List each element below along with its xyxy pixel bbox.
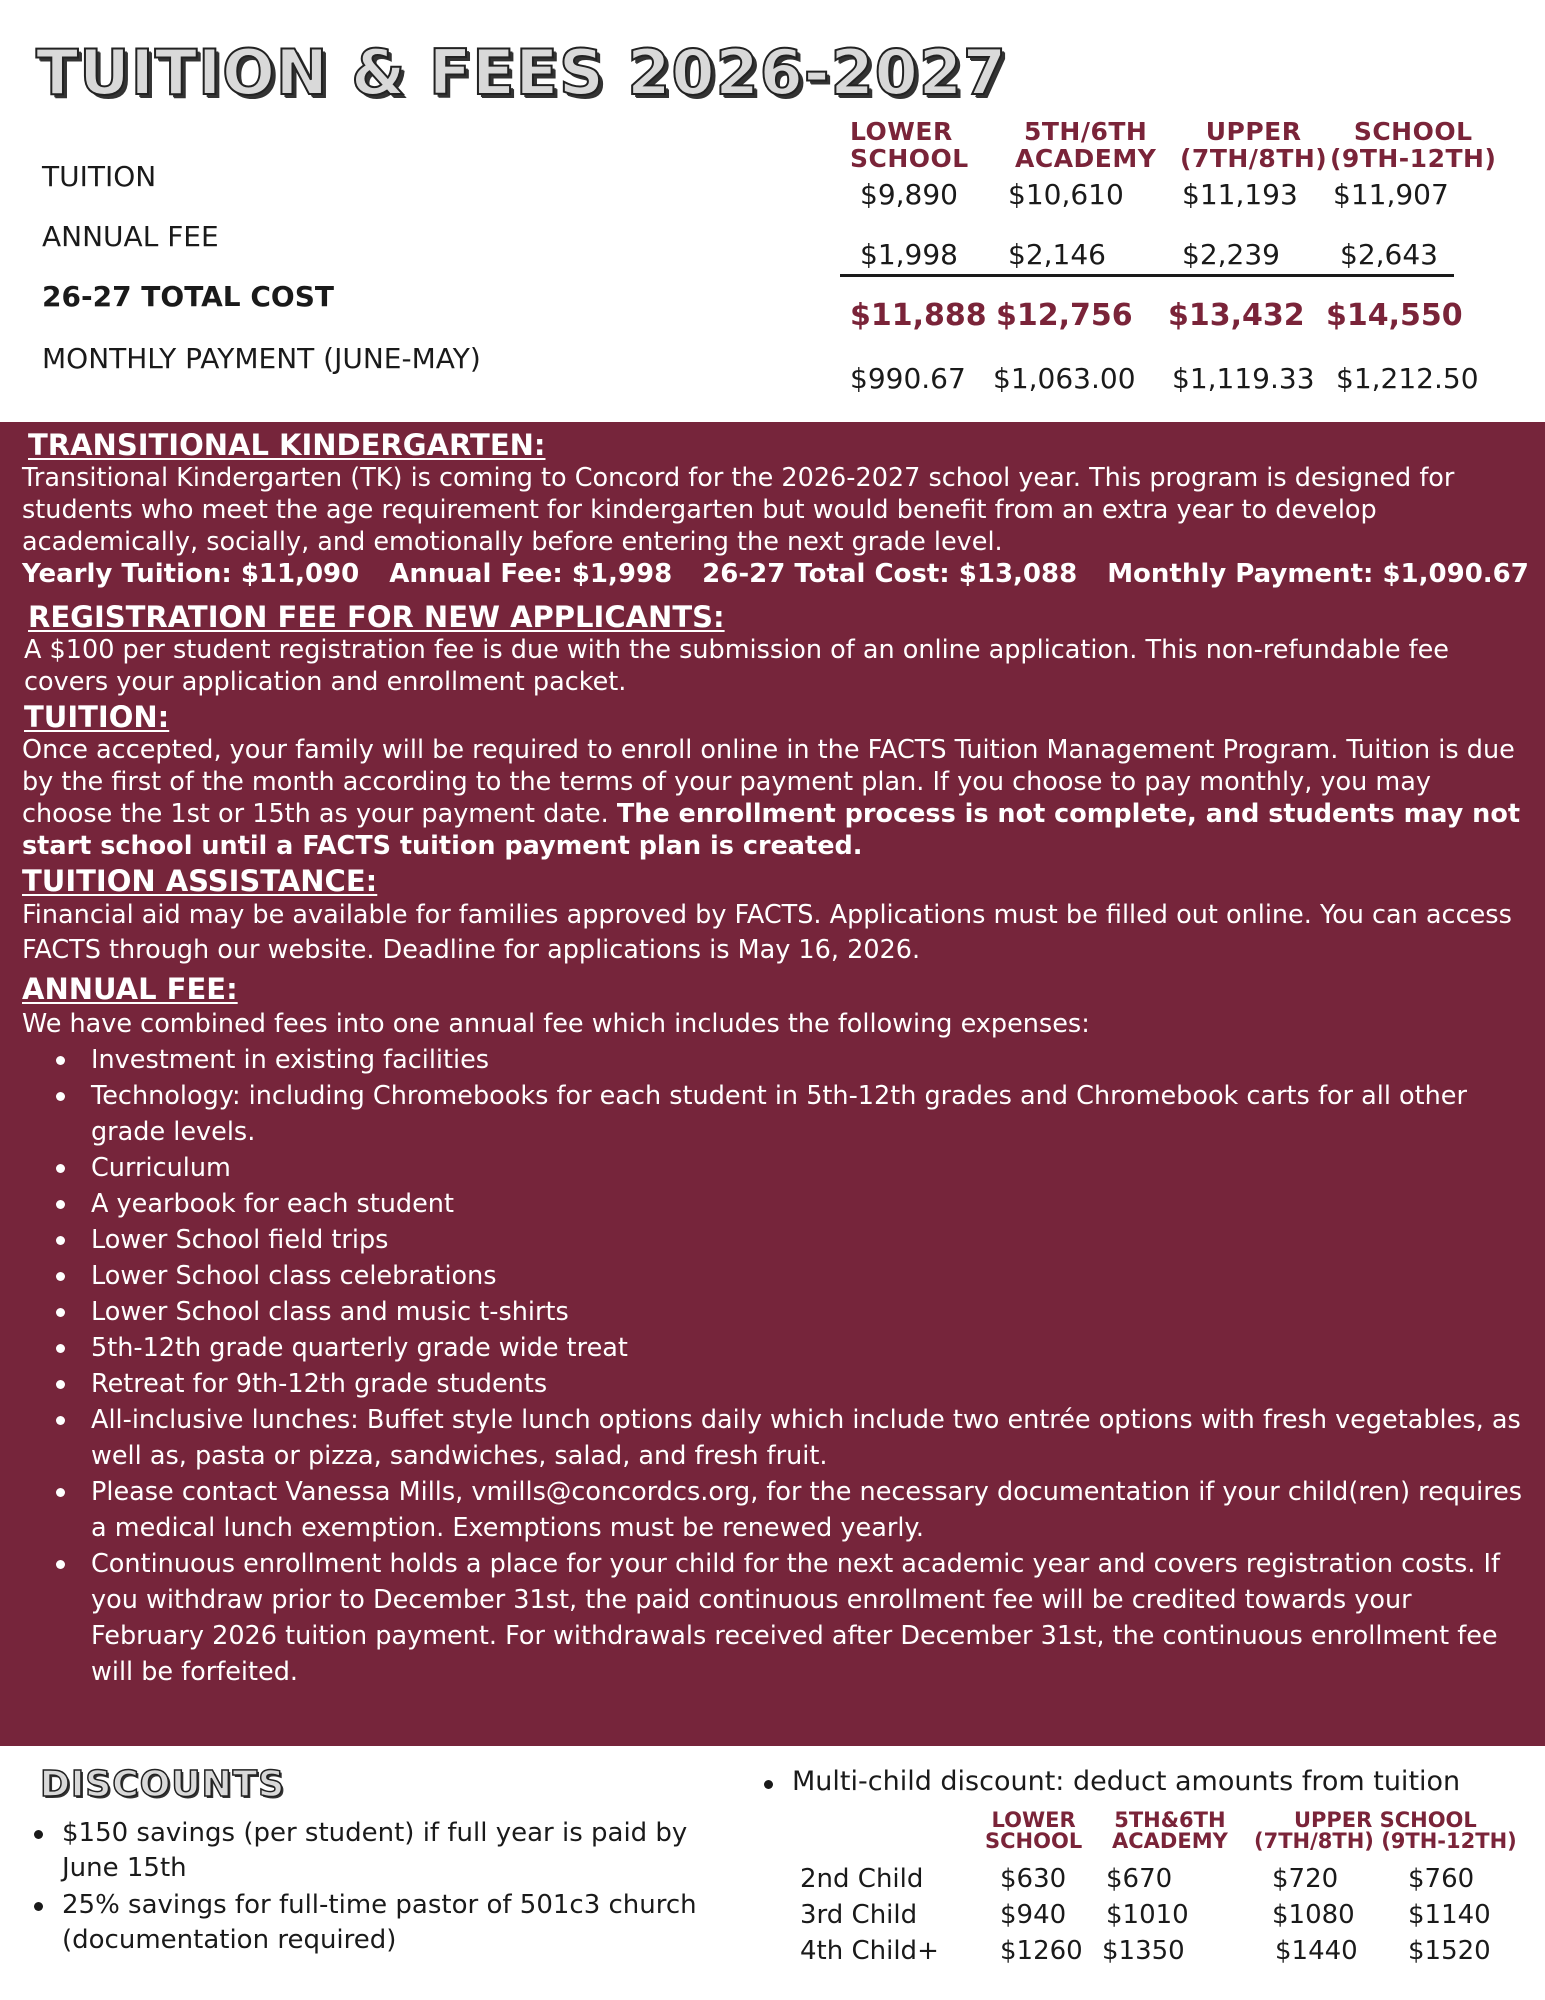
mc-value: $720	[1272, 1864, 1339, 1894]
tk-annual-fee: Annual Fee: $1,998	[389, 559, 673, 589]
mc-column-line: (7TH/8TH) (9TH-12TH)	[1254, 1829, 1517, 1853]
list-item: Lower School field trips	[44, 1222, 1523, 1258]
multi-child-label: Multi-child discount: deduct amounts from tuition	[758, 1766, 1460, 1797]
mc-value: $760	[1408, 1864, 1475, 1894]
total-lower: $11,888	[850, 298, 987, 333]
tuition-upper-7-8: $11,193	[1182, 178, 1298, 211]
mc-column-line: ACADEMY	[1112, 1829, 1228, 1853]
mc-column-line: 5TH&6TH	[1114, 1808, 1226, 1832]
monthly-upper-9-12: $1,212.50	[1336, 362, 1479, 395]
column-header-line: SCHOOL	[1353, 117, 1473, 146]
list-item: 5th-12th grade quarterly grade wide treat	[44, 1330, 1523, 1366]
mc-value: $1010	[1106, 1900, 1189, 1930]
tuition-body	[22, 734, 1523, 862]
mc-row-label: 4th Child+	[800, 1936, 939, 1966]
tuition-body-text: Once accepted, your family will be required to enroll online in the FACTS Tuition Management Program. Tuition is due by the first of the month according to the terms of your payment plan. If you choose to pay monthly, you may choose the 1st or 15th as your payment date.	[22, 735, 1515, 829]
discounts-heading: DISCOUNTS	[40, 1764, 286, 1805]
total-upper-7-8: $13,432	[1168, 298, 1305, 333]
registration-body: A $100 per student registration fee is due with the submission of an online application. This non-refundable fee covers your application and enrollment packet.	[24, 635, 1449, 697]
row-label-tuition: TUITION	[42, 160, 157, 193]
page-title: TUITION & FEES 2026-2027	[36, 36, 1008, 109]
tuition-heading: TUITION:	[24, 700, 170, 734]
table-divider	[840, 274, 1454, 277]
mc-column-line: UPPER SCHOOL	[1293, 1808, 1477, 1832]
list-item: Retreat for 9th-12th grade students	[44, 1366, 1523, 1402]
annual-fee-academy: $2,146	[1008, 238, 1106, 271]
list-item: Please contact Vanessa Mills, vmills@concordcs.org, for the necessary documentation if your child(ren) requires a medical lunch exemption. Exemptions must be renewed yearly.	[44, 1474, 1523, 1546]
list-item: All-inclusive lunches: Buffet style lunch options daily which include two entrée options with fresh vegetables, as well as, pasta or pizza, sandwiches, salad, and fresh fruit.	[44, 1402, 1523, 1474]
annual-fee-intro: We have combined fees into one annual fee which includes the following expenses:	[22, 1009, 1090, 1039]
mc-column-line: LOWER	[991, 1808, 1076, 1832]
column-header-line: ACADEMY	[1015, 144, 1157, 173]
column-header-line: 5TH/6TH	[1023, 117, 1148, 146]
tuition-upper-9-12: $11,907	[1333, 178, 1449, 211]
mc-column-lower-school	[985, 1810, 1082, 1852]
annual-fee-upper-9-12: $2,643	[1340, 238, 1438, 271]
column-header-line: (9TH-12TH)	[1330, 144, 1497, 173]
mc-row-label: 2nd Child	[800, 1864, 924, 1894]
column-header-academy	[1015, 118, 1156, 172]
column-header-lower-school	[850, 118, 969, 172]
mc-value: $1080	[1272, 1900, 1355, 1930]
mc-value: $1260	[1000, 1936, 1083, 1966]
tuition-body-emphasis: The enrollment process is not complete, and students may not start school until a FACTS tuition payment plan is created.	[22, 799, 1521, 861]
tuition-academy: $10,610	[1008, 178, 1124, 211]
column-header-line: LOWER	[850, 117, 953, 146]
annual-fee-upper-7-8: $2,239	[1182, 238, 1280, 271]
discounts-list	[28, 1816, 728, 1960]
mc-value: $1350	[1102, 1936, 1185, 1966]
monthly-lower: $990.67	[850, 362, 966, 395]
tk-monthly-payment: Monthly Payment: $1,090.67	[1107, 559, 1529, 589]
row-label-total-cost: 26-27 TOTAL COST	[42, 280, 335, 313]
list-item: Lower School class celebrations	[44, 1258, 1523, 1294]
fee-table	[0, 0, 1545, 420]
registration-heading: REGISTRATION FEE FOR NEW APPLICANTS:	[28, 600, 725, 634]
mc-column-upper-school	[1254, 1810, 1517, 1852]
tk-costs	[22, 558, 1529, 590]
column-header-line: UPPER	[1205, 117, 1302, 146]
annual-fee-lower: $1,998	[860, 238, 958, 271]
assistance-heading: TUITION ASSISTANCE:	[22, 864, 378, 898]
list-item: $150 savings (per student) if full year is paid by June 15th	[28, 1816, 708, 1886]
list-item: Investment in existing facilities	[44, 1042, 1523, 1078]
list-item: A yearbook for each student	[44, 1186, 1523, 1222]
mc-value: $1140	[1408, 1900, 1491, 1930]
tuition-lower: $9,890	[860, 178, 958, 211]
row-label-monthly-payment: MONTHLY PAYMENT (JUNE-MAY)	[42, 342, 481, 375]
tk-body: Transitional Kindergarten (TK) is coming to Concord for the 2026-2027 school year. This program is designed for students who meet the age requirement for kindergarten but would benefit from an extra year to develop academically, socially, and emotionally before entering the next grade level.	[22, 463, 1455, 557]
mc-value: $1440	[1275, 1936, 1358, 1966]
mc-value: $1520	[1408, 1936, 1491, 1966]
monthly-upper-7-8: $1,119.33	[1172, 362, 1315, 395]
total-upper-9-12: $14,550	[1326, 298, 1463, 333]
list-item: 25% savings for full-time pastor of 501c3 church (documentation required)	[28, 1888, 718, 1958]
mc-value: $670	[1106, 1864, 1173, 1894]
column-header-upper-7-8	[1180, 118, 1327, 172]
mc-value: $940	[1000, 1900, 1067, 1930]
mc-column-line: SCHOOL	[985, 1829, 1083, 1853]
tk-yearly-tuition: Yearly Tuition: $11,090	[22, 559, 360, 589]
assistance-body: Financial aid may be available for families approved by FACTS. Applications must be filled out online. You can access FACTS through our website. Deadline for applications is May 16, 2026.	[22, 900, 1512, 965]
total-academy: $12,756	[996, 298, 1133, 333]
list-item: Curriculum	[44, 1150, 1523, 1186]
mc-value: $630	[1000, 1864, 1067, 1894]
tk-total-cost: 26-27 Total Cost: $13,088	[702, 559, 1078, 589]
column-header-line: (7TH/8TH)	[1180, 144, 1328, 173]
info-panel	[0, 422, 1545, 1746]
monthly-academy: $1,063.00	[993, 362, 1136, 395]
row-label-annual-fee: ANNUAL FEE	[42, 220, 219, 253]
tk-heading: TRANSITIONAL KINDERGARTEN:	[28, 428, 546, 462]
list-item: Lower School class and music t-shirts	[44, 1294, 1523, 1330]
column-header-line: SCHOOL	[850, 144, 969, 173]
list-item: Continuous enrollment holds a place for your child for the next academic year and covers registration costs. If you withdraw prior to December 31st, the paid continuous enrollment fee will be credited towards your February 2026 tuition payment. For withdrawals received after December 31st, the continuous enrollment fee will be forfeited.	[44, 1546, 1523, 1690]
list-item: Technology: including Chromebooks for each student in 5th-12th grades and Chromebook carts for all other grade levels.	[44, 1078, 1523, 1150]
mc-column-academy	[1112, 1810, 1228, 1852]
mc-row-label: 3rd Child	[800, 1900, 918, 1930]
column-header-upper-9-12	[1330, 118, 1496, 172]
annual-fee-heading: ANNUAL FEE:	[22, 972, 238, 1006]
annual-fee-list	[44, 1042, 1523, 1690]
